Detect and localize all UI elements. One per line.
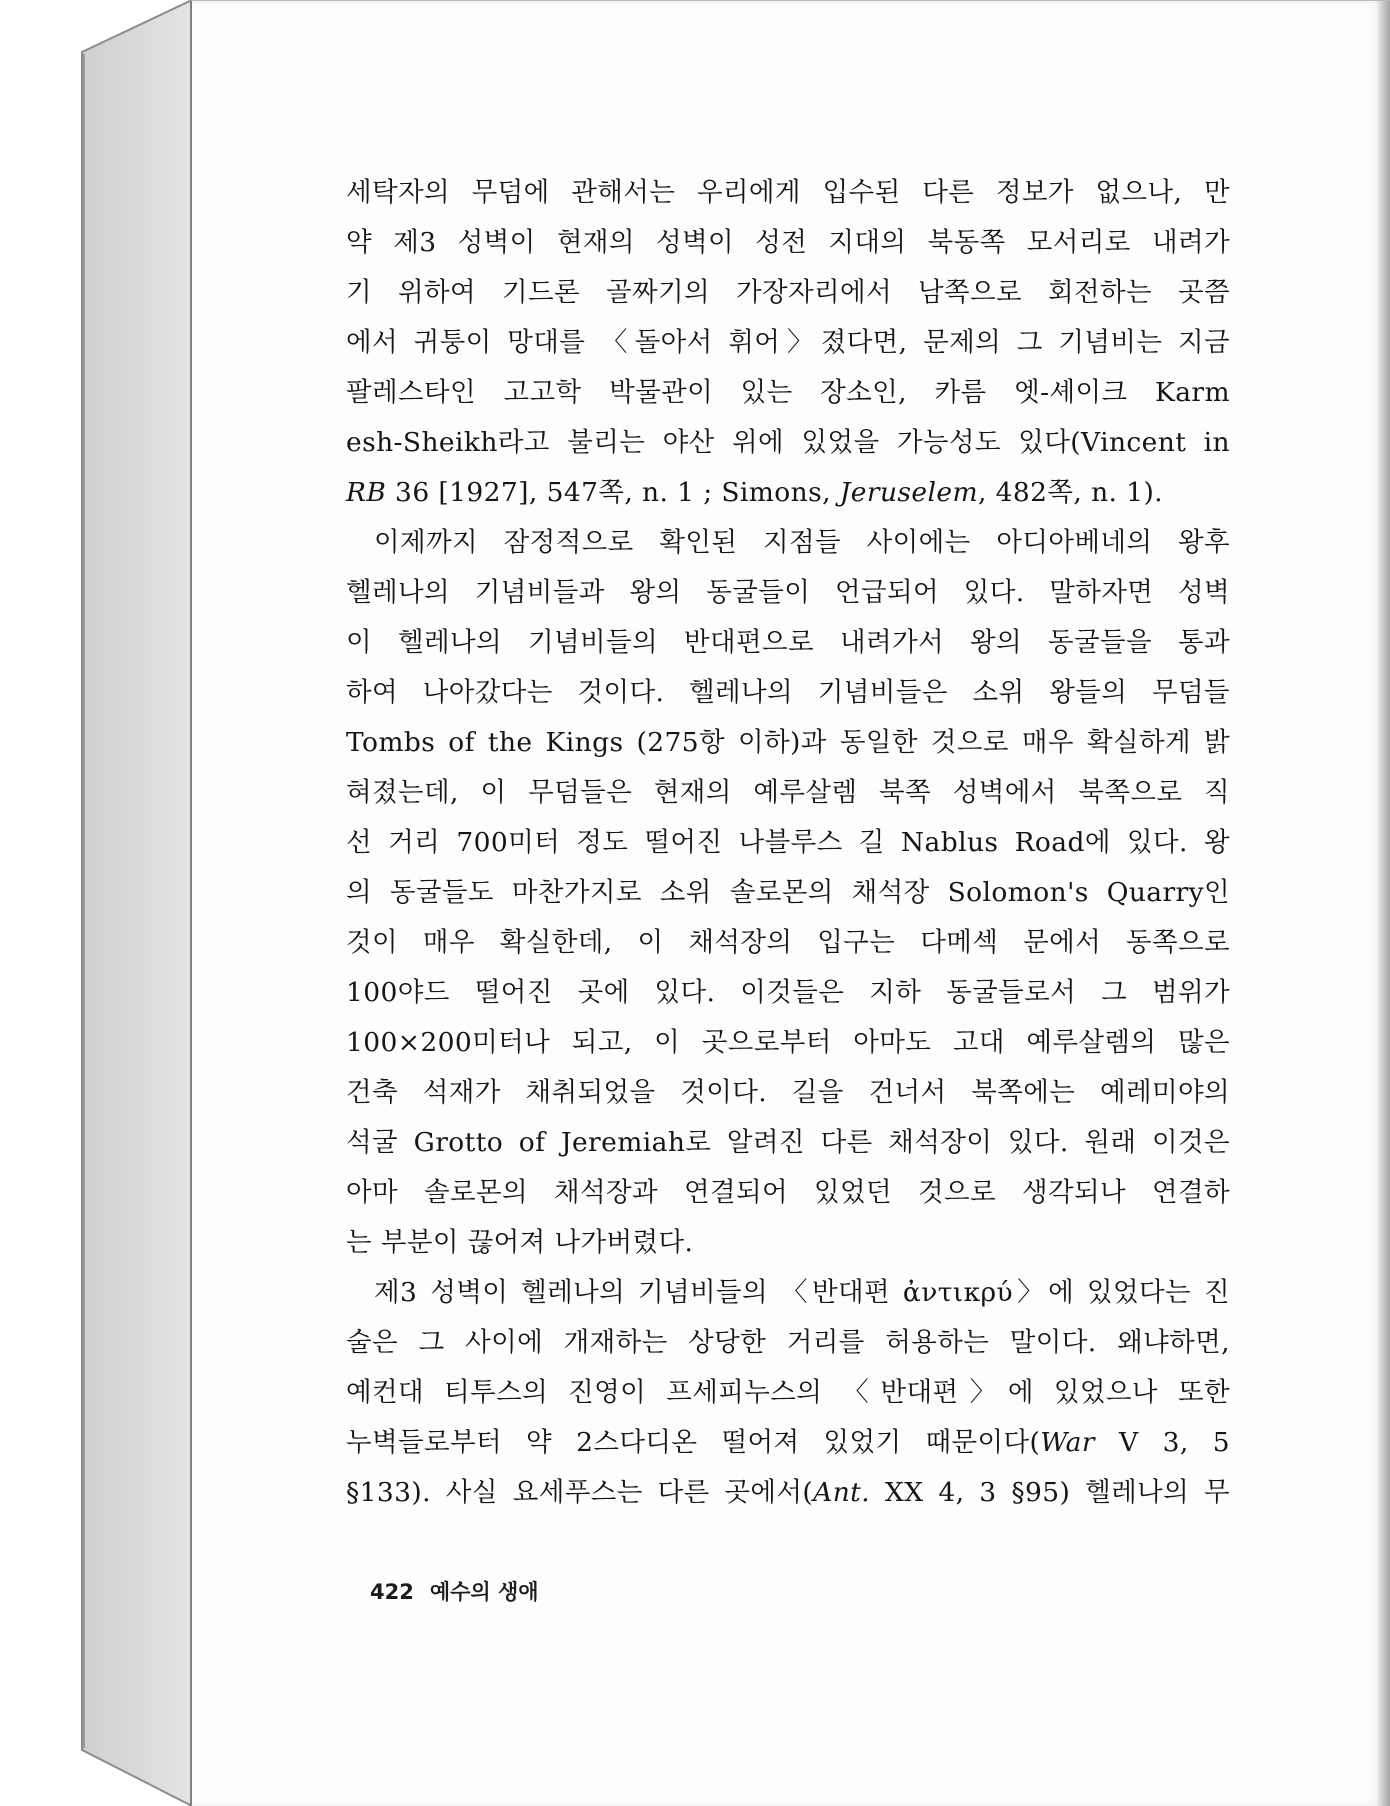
work-title: Ant. xyxy=(813,1477,871,1508)
text-line: 아마 솔로몬의 채석장과 연결되어 있었던 것으로 생각되나 연결하 xyxy=(346,1177,1230,1208)
text-line: 이 헬레나의 기념비들의 반대편으로 내려가서 왕의 동굴들을 통과 xyxy=(346,627,1230,658)
text-line-citation xyxy=(346,1468,1230,1518)
text-line: 의 동굴들도 마찬가지로 소위 솔로몬의 채석장 Solomon's Quarry인 xyxy=(346,877,1230,908)
journal-abbrev: RB xyxy=(346,477,387,508)
body-text xyxy=(346,168,1230,1518)
book-side-panel xyxy=(0,0,200,1806)
text-line: 석굴 Grotto of Jeremiah로 알려진 다른 채석장이 있다. 원래 이것은 xyxy=(346,1127,1230,1158)
text-line: 선 거리 700미터 정도 떨어진 나블루스 길 Nablus Road에 있다. 왕 xyxy=(346,827,1230,858)
text-line: 약 제3 성벽이 현재의 성벽이 성전 지대의 북동쪽 모서리로 내려가 xyxy=(346,227,1230,258)
citation-text: §133). 사실 요세푸스는 다른 곳에서( xyxy=(346,1477,814,1508)
book-title: Jeruselem xyxy=(839,477,978,508)
text-line: 헬레나의 기념비들과 왕의 동굴들이 언급되어 있다. 말하자면 성벽 xyxy=(346,577,1230,608)
text-line: 는 부분이 끊어져 나가버렸다. xyxy=(346,1227,694,1258)
text-line: 100×200미터나 되고, 이 곳으로부터 아마도 고대 예루살렘의 많은 xyxy=(346,1027,1230,1058)
paragraph-1 xyxy=(346,168,1230,518)
text-line: 예컨대 티투스의 진영이 프세피누스의 〈반대편〉에 있었으나 또한 xyxy=(346,1377,1230,1408)
text-line-citation xyxy=(346,468,1230,518)
text-line: 하여 나아갔다는 것이다. 헬레나의 기념비들은 소위 왕들의 무덤들 xyxy=(346,677,1230,708)
citation-text: 누벽들로부터 약 2스다디온 떨어져 있었기 때문이다( xyxy=(346,1427,1041,1458)
text-line: 기 위하여 기드론 골짜기의 가장자리에서 남쪽으로 회전하는 곳쯤 xyxy=(346,277,1230,308)
citation-text: V 3, 5 xyxy=(1094,1427,1230,1458)
text-line: 에서 귀퉁이 망대를 〈돌아서 휘어〉졌다면, 문제의 그 기념비는 지금 xyxy=(346,327,1230,358)
text-line: Tombs of the Kings (275항 이하)과 동일한 것으로 매우 확실하게 밝 xyxy=(346,727,1230,758)
running-title: 예수의 생애 xyxy=(429,1580,539,1604)
text-line: 제3 성벽이 헬레나의 기념비들의 〈반대편 ἀντικρύ〉에 있었다는 진 xyxy=(374,1277,1230,1308)
citation-text: XX 4, 3 §95) 헬레나의 무 xyxy=(870,1477,1230,1508)
page-footer xyxy=(370,1576,539,1606)
text-line: 팔레스타인 고고학 박물관이 있는 장소인, 카름 엣-셰이크 Karm xyxy=(346,377,1230,408)
text-line: 혀졌는데, 이 무덤들은 현재의 예루살렘 북쪽 성벽에서 북쪽으로 직 xyxy=(346,777,1230,808)
work-title: War xyxy=(1040,1427,1095,1458)
page-number: 422 xyxy=(370,1580,414,1604)
text-line: 세탁자의 무덤에 관해서는 우리에게 입수된 다른 정보가 없으나, 만 xyxy=(346,177,1230,208)
citation-text: , 482쪽, n. 1). xyxy=(978,477,1164,508)
paragraph-3 xyxy=(346,1268,1230,1518)
text-line: 100야드 떨어진 곳에 있다. 이것들은 지하 동굴들로서 그 범위가 xyxy=(346,977,1230,1008)
text-line-citation xyxy=(346,1418,1230,1468)
citation-text: 36 [1927], 547쪽, n. 1 ; Simons, xyxy=(386,477,840,508)
text-line: 술은 그 사이에 개재하는 상당한 거리를 허용하는 말이다. 왜냐하면, xyxy=(346,1327,1230,1358)
text-line: 이제까지 잠정적으로 확인된 지점들 사이에는 아디아베네의 왕후 xyxy=(374,527,1230,558)
text-line: 건축 석재가 채취되었을 것이다. 길을 건너서 북쪽에는 예레미야의 xyxy=(346,1077,1230,1108)
text-line: 것이 매우 확실한데, 이 채석장의 입구는 다메섹 문에서 동쪽으로 xyxy=(346,927,1230,958)
page-edge-shadow xyxy=(1378,1,1390,1806)
paragraph-2 xyxy=(346,518,1230,1268)
text-line: esh-Sheikh라고 불리는 야산 위에 있었을 가능성도 있다(Vincent in xyxy=(346,427,1230,458)
